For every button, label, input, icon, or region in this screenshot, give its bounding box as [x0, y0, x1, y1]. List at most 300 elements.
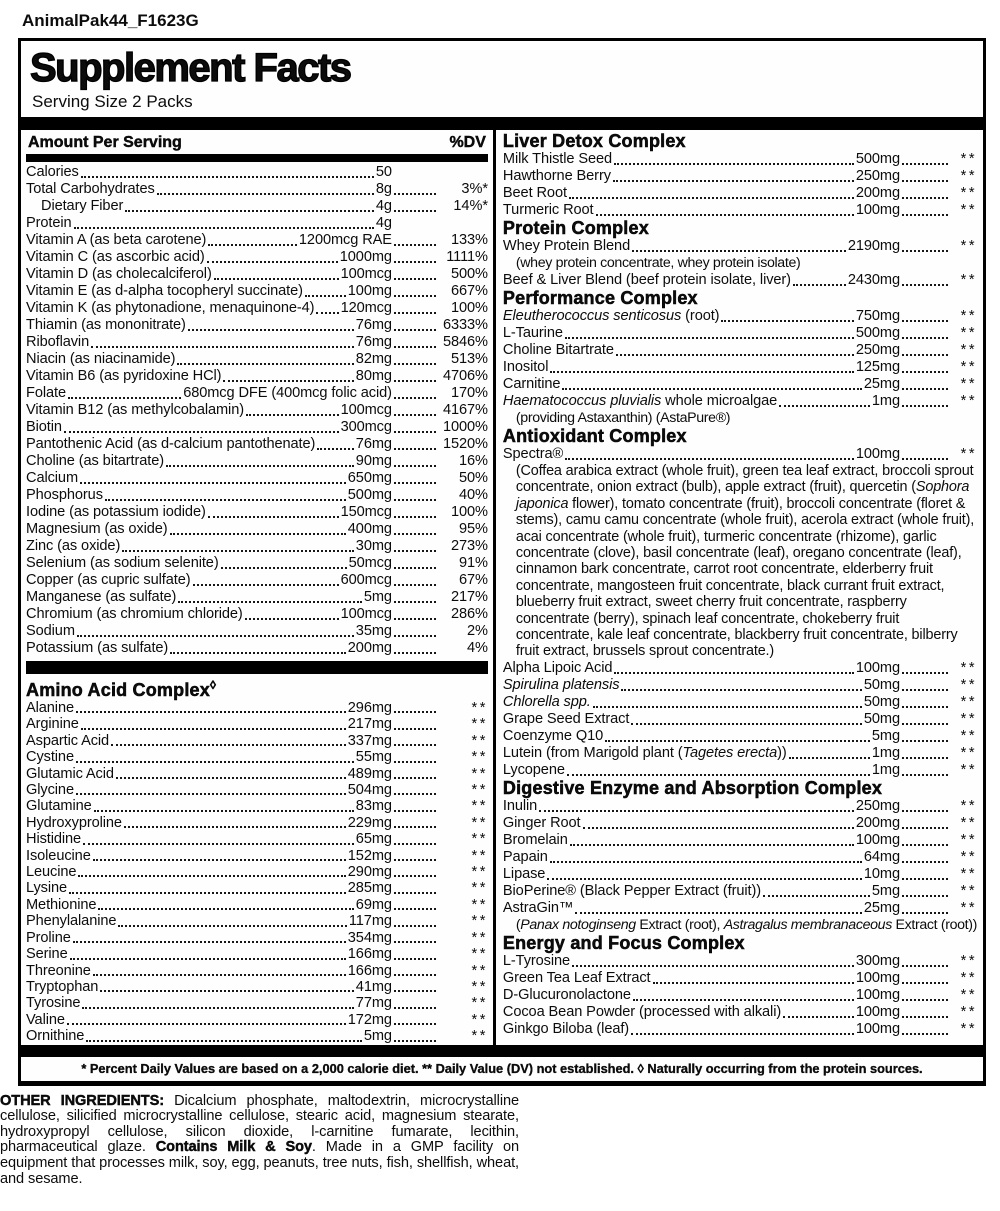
nutrient-dv: ** — [960, 659, 977, 676]
nutrient-amount: 120mcg — [340, 300, 392, 316]
dotted-leader — [245, 618, 339, 620]
dotted-leader — [793, 284, 846, 286]
nutrient-dv: ** — [471, 995, 488, 1012]
dotted-leader — [572, 965, 854, 967]
nutrient-amount: 100mg — [347, 283, 392, 299]
nutrient-amount: 1mg — [871, 761, 900, 778]
nutrient-row — [26, 351, 488, 368]
nutrient-dv: ** — [471, 1011, 488, 1028]
nutrient-dv: ** — [471, 864, 488, 881]
dotted-leader — [605, 740, 870, 742]
nutrient-name: Vitamin B6 (as pyridoxine HCl) — [26, 368, 222, 384]
nutrient-row — [26, 716, 488, 732]
nutrient-amount: 1mg — [871, 744, 900, 761]
nutrient-row — [503, 711, 977, 728]
nutrient-row — [26, 487, 488, 504]
nutrient-dv: ** — [471, 814, 488, 831]
nutrient-name: Riboflavin — [26, 334, 90, 350]
nutrient-row — [26, 700, 488, 716]
dotted-leader — [902, 163, 948, 165]
nutrient-name: Arginine — [26, 716, 79, 733]
nutrient-name: Inulin — [502, 797, 538, 814]
nutrient-row — [503, 694, 977, 711]
other-ingredients-paragraph — [0, 1094, 519, 1188]
nutrient-dv: ** — [960, 899, 977, 916]
nutrient-name: BioPerine® (Black Pepper Extract (fruit)) — [502, 882, 761, 899]
dotted-leader — [125, 210, 374, 212]
nutrient-amount: 500mg — [347, 487, 392, 503]
dotted-leader — [614, 163, 854, 165]
nutrient-row — [26, 402, 488, 419]
nutrient-name: Leucine — [26, 864, 77, 881]
nutrient-amount: 50mg — [863, 693, 900, 710]
dotted-leader — [394, 465, 436, 467]
nutrient-row — [503, 849, 977, 866]
dotted-leader — [394, 990, 436, 992]
nutrient-amount: 100mg — [855, 831, 900, 848]
dotted-leader — [779, 405, 870, 407]
nutrient-dv: 5846% — [442, 334, 488, 350]
main-nutrient-rows — [26, 164, 488, 657]
dotted-leader — [188, 329, 354, 331]
dotted-leader — [394, 892, 436, 894]
nutrient-amount: 100mg — [855, 659, 900, 676]
dotted-leader — [394, 295, 436, 297]
nutrient-dv: ** — [960, 952, 977, 969]
nutrient-row — [503, 832, 977, 849]
dotted-leader — [394, 567, 436, 569]
dotted-leader — [94, 810, 354, 812]
nutrient-amount: 65mg — [355, 831, 392, 848]
dotted-leader — [76, 761, 354, 763]
nutrient-row — [26, 589, 488, 606]
dotted-leader — [68, 397, 181, 399]
nutrient-dv: 513% — [450, 351, 488, 367]
nutrient-amount: 300mcg — [340, 419, 392, 435]
nutrient-name: Beet Root — [502, 185, 567, 201]
nutrient-dv: ** — [471, 765, 488, 782]
amount-per-serving-header: Amount Per Serving — [28, 134, 182, 151]
nutrient-row — [503, 798, 977, 815]
nutrient-row — [26, 385, 488, 402]
nutrient-dv: ** — [471, 1028, 488, 1045]
dotted-leader — [394, 810, 436, 812]
dotted-leader — [221, 567, 347, 569]
sub-ingredient-line: (whey protein concentrate, whey protein isolate) — [515, 255, 801, 271]
nutrient-row — [26, 232, 488, 249]
dotted-leader — [394, 711, 436, 713]
dotted-leader — [64, 431, 339, 433]
nutrient-amount: 504mg — [347, 782, 392, 799]
dotted-leader — [721, 320, 853, 322]
nutrient-name: Vitamin B12 (as methylcobalamin) — [26, 402, 244, 418]
dotted-leader — [394, 1040, 436, 1042]
nutrient-row — [503, 953, 977, 970]
nutrient-name: Choline Bitartrate — [502, 342, 614, 358]
dotted-leader — [394, 329, 436, 331]
nutrient-name: Sodium — [26, 623, 75, 639]
nutrient-row — [503, 1004, 977, 1021]
nutrient-row — [26, 946, 488, 962]
dotted-leader — [317, 448, 354, 450]
dotted-leader — [78, 875, 345, 877]
dotted-leader — [902, 405, 948, 407]
nutrient-row — [26, 782, 488, 798]
nutrient-dv: 3%* — [461, 181, 488, 197]
amino-acid-complex-header — [26, 676, 488, 700]
nutrient-row — [26, 470, 488, 487]
nutrient-amount: 200mg — [347, 640, 392, 656]
nutrient-amount: 100mg — [855, 1020, 900, 1037]
nutrient-amount: 1000mg — [339, 249, 392, 265]
nutrient-name: Glutamine — [26, 798, 92, 815]
nutrient-name: Choline (as bitartrate) — [26, 453, 165, 469]
nutrient-row — [26, 815, 488, 831]
nutrient-amount: 250mg — [855, 168, 900, 184]
dotted-leader — [305, 295, 346, 297]
nutrient-name: Coenzyme Q10 — [502, 727, 604, 744]
nutrient-dv: ** — [960, 831, 977, 848]
nutrient-amount: 100mg — [855, 202, 900, 218]
nutrient-dv: ** — [960, 185, 977, 201]
nutrient-row — [26, 897, 488, 913]
nutrient-name: Grape Seed Extract — [502, 710, 630, 727]
nutrient-row — [503, 1021, 977, 1038]
nutrient-amount: 2190mg — [847, 238, 900, 254]
nutrient-dv: ** — [960, 882, 977, 899]
dotted-leader — [763, 895, 870, 897]
nutrient-dv: 667% — [450, 283, 488, 299]
nutrient-amount: 150mcg — [340, 504, 392, 520]
dotted-leader — [394, 431, 436, 433]
dotted-leader — [550, 861, 862, 863]
nutrient-name: Serine — [26, 946, 68, 963]
nutrient-dv: ** — [471, 978, 488, 995]
dotted-leader — [170, 652, 346, 654]
nutrient-row — [503, 151, 977, 168]
nutrient-name: Glutamic Acid — [26, 765, 114, 782]
nutrient-dv: 91% — [458, 555, 488, 571]
nutrient-amount: 41mg — [355, 978, 392, 995]
dotted-leader — [223, 380, 353, 382]
nutrient-name: Carnitine — [502, 376, 561, 392]
nutrient-amount: 50mg — [863, 710, 900, 727]
dotted-leader — [902, 458, 948, 460]
nutrient-amount: 50mg — [863, 676, 900, 693]
dotted-leader — [575, 912, 862, 914]
text: . Made in a GMP facility on equipment that processes milk, soy, egg, peanuts, tree nuts, fish, shellfish, wheat, and sesame. — [0, 1139, 519, 1187]
dotted-leader — [394, 244, 436, 246]
dotted-leader — [93, 859, 346, 861]
nutrient-row — [26, 623, 488, 640]
nutrient-amount: 285mg — [347, 880, 392, 897]
text: ( — [515, 916, 521, 933]
nutrient-dv: ** — [471, 716, 488, 733]
nutrient-row — [26, 864, 488, 880]
nutrient-name: Manganese (as sulfate) — [26, 589, 177, 605]
dotted-leader — [394, 908, 436, 910]
nutrient-name: Niacin (as niacinamide) — [26, 351, 176, 367]
divider-bar-header — [26, 154, 488, 162]
dotted-leader — [394, 584, 436, 586]
nutrient-name: Tryptophan — [26, 978, 99, 995]
nutrient-dv: 2% — [467, 623, 488, 639]
nutrient-row — [26, 606, 488, 623]
nutrient-dv: 500% — [450, 266, 488, 282]
dotted-leader — [632, 250, 846, 252]
nutrient-dv: 133% — [450, 232, 488, 248]
dotted-leader — [316, 312, 338, 314]
dotted-leader — [394, 414, 436, 416]
dotted-leader — [567, 774, 870, 776]
nutrient-dv: 16% — [458, 453, 488, 469]
nutrient-dv: ** — [960, 168, 977, 184]
nutrient-dv: ** — [471, 732, 488, 749]
nutrient-amount: 1mg — [871, 393, 900, 409]
italic-text: Haematococcus pluvialis — [502, 393, 662, 409]
dotted-leader — [246, 414, 339, 416]
nutrient-row — [503, 745, 977, 762]
document-code: AnimalPak44_F1623G — [22, 11, 199, 30]
nutrient-dv: 1520% — [442, 436, 488, 452]
dotted-leader — [394, 482, 436, 484]
nutrient-row — [503, 393, 977, 410]
nutrient-name: Bromelain — [502, 831, 568, 848]
nutrient-name: Copper (as cupric sulfate) — [26, 572, 191, 588]
nutrient-dv: ** — [960, 202, 977, 218]
dotted-leader — [394, 210, 436, 212]
nutrient-amount: 650mg — [347, 470, 392, 486]
nutrient-row — [503, 660, 977, 677]
dotted-leader — [902, 965, 948, 967]
dotted-leader — [98, 908, 353, 910]
nutrient-dv: ** — [960, 151, 977, 167]
nutrient-dv: ** — [471, 929, 488, 946]
dotted-leader — [118, 925, 346, 927]
dotted-leader — [394, 550, 436, 552]
dotted-leader — [177, 363, 353, 365]
supplement-facts-title: Supplement Facts — [30, 46, 351, 90]
dotted-leader — [394, 843, 436, 845]
text: Dicalcium phosphate, maltodextrin, microcrystalline cellulose, silicified microcrystalline cellulose, stearic acid, magnesium stearate, hydroxypropyl cellulose, silicon dioxide, l-carnitine fumarate, lecithin, pharmaceutical glaze. — [0, 1092, 519, 1156]
nutrient-name: Glycine — [26, 782, 74, 799]
nutrient-name: Tyrosine — [26, 995, 81, 1012]
dotted-leader — [616, 354, 854, 356]
nutrient-dv: 217% — [450, 589, 488, 605]
dotted-leader — [902, 371, 948, 373]
nutrient-dv: 273% — [450, 538, 488, 554]
nutrient-name: Thiamin (as mononitrate) — [26, 317, 186, 333]
nutrient-name: Spectra® — [502, 446, 564, 462]
nutrient-dv: ** — [960, 727, 977, 744]
nutrient-amount: 400mg — [347, 521, 392, 537]
nutrient-name: Phosphorus — [26, 487, 103, 503]
dotted-leader — [76, 711, 346, 713]
nutrient-row — [26, 436, 488, 453]
amino-acid-complex-title: Amino Acid Complex — [26, 680, 210, 700]
nutrient-name: Vitamin A (as beta carotene) — [26, 232, 207, 248]
nutrient-amount: 5mg — [871, 727, 900, 744]
dotted-leader — [902, 706, 948, 708]
nutrient-dv: ** — [960, 969, 977, 986]
dotted-leader — [394, 601, 436, 603]
dotted-leader — [394, 1023, 436, 1025]
italic-text: Panax notoginseng — [520, 916, 636, 933]
right-column — [496, 130, 983, 1045]
nutrient-row — [26, 766, 488, 782]
nutrient-dv: ** — [960, 693, 977, 710]
dotted-leader — [394, 193, 436, 195]
nutrient-name: Hawthorne Berry — [502, 168, 611, 184]
dotted-leader — [596, 214, 854, 216]
dotted-leader — [67, 1023, 346, 1025]
nutrient-name: Alpha Lipoic Acid — [502, 659, 613, 676]
nutrient-dv: ** — [960, 814, 977, 831]
nutrient-row — [503, 185, 977, 202]
nutrient-amount: 76mg — [355, 436, 392, 452]
dotted-leader — [193, 584, 339, 586]
nutrient-dv: ** — [960, 865, 977, 882]
section-header: Antioxidant Complex — [502, 426, 687, 446]
text: Extract (root)) — [891, 916, 977, 933]
nutrient-row — [26, 930, 488, 946]
nutrient-name: Beef & Liver Blend (beef protein isolate, liver) — [502, 272, 791, 288]
nutrient-row — [503, 677, 977, 694]
nutrient-row — [26, 266, 488, 283]
dotted-leader — [653, 982, 854, 984]
nutrient-row — [503, 970, 977, 987]
bold-text: OTHER INGREDIENTS: — [0, 1092, 175, 1109]
nutrient-row — [26, 831, 488, 847]
dotted-leader — [394, 761, 436, 763]
nutrient-name: Isoleucine — [26, 847, 91, 864]
nutrient-amount: 100mg — [855, 986, 900, 1003]
nutrient-row — [503, 883, 977, 900]
dotted-leader — [208, 244, 297, 246]
nutrient-dv: 50% — [458, 470, 488, 486]
dotted-leader — [902, 337, 948, 339]
nutrient-row — [503, 308, 977, 325]
dotted-leader — [631, 723, 862, 725]
nutrient-row — [503, 762, 977, 779]
nutrient-name — [503, 745, 787, 762]
nutrient-amount: 83mg — [355, 798, 392, 815]
dotted-leader — [100, 990, 354, 992]
nutrient-row — [26, 572, 488, 589]
italic-text: Sophora japonica — [515, 479, 970, 512]
nutrient-dv: 4167% — [442, 402, 488, 418]
nutrient-amount: 69mg — [355, 896, 392, 913]
nutrient-row — [26, 640, 488, 657]
dotted-leader — [82, 1007, 353, 1009]
dotted-leader — [91, 346, 354, 348]
dotted-leader — [562, 388, 861, 390]
nutrient-amount: 90mg — [355, 453, 392, 469]
dotted-leader — [902, 999, 948, 1001]
nutrient-amount: 1200mcg RAE — [298, 232, 392, 248]
nutrient-amount: 77mg — [355, 995, 392, 1012]
dotted-leader — [394, 618, 436, 620]
dotted-leader — [394, 925, 436, 927]
nutrient-dv: 170% — [450, 385, 488, 401]
nutrient-amount: 250mg — [855, 342, 900, 358]
nutrient-amount: 5mg — [363, 1028, 392, 1045]
dotted-leader — [394, 533, 436, 535]
dotted-leader — [394, 744, 436, 746]
nutrient-name: Cocoa Bean Powder (processed with alkali) — [502, 1003, 782, 1020]
nutrient-name: Lysine — [26, 880, 68, 897]
nutrient-amount: 8g — [375, 181, 392, 197]
nutrient-name: Vitamin E (as d-alpha tocopheryl succinate) — [26, 283, 303, 299]
dotted-leader — [81, 176, 374, 178]
text: (Coffea arabica extract (whole fruit), green tea leaf extract, broccoli sprout concentrate, onion extract (bulb), apple extract (fruit), quercetin ( — [515, 463, 974, 496]
nutrient-amount: 117mg — [348, 913, 392, 930]
facts-columns — [21, 130, 983, 1045]
nutrient-name: Iodine (as potassium iodide) — [26, 504, 206, 520]
divider-bar-amino — [26, 661, 488, 674]
nutrient-name: L-Taurine — [502, 325, 563, 341]
section-header: Protein Complex — [502, 218, 649, 238]
nutrient-row — [503, 446, 977, 463]
nutrient-dv: ** — [471, 880, 488, 897]
dotted-leader — [902, 284, 948, 286]
dotted-leader — [394, 312, 436, 314]
nutrient-name: Methionine — [26, 896, 97, 913]
nutrient-name: Biotin — [26, 419, 62, 435]
italic-text: Spirulina platensis — [502, 676, 620, 693]
text: (root) — [681, 308, 720, 324]
section-header: Energy and Focus Complex — [502, 932, 745, 953]
nutrient-name: L-Tyrosine — [502, 952, 571, 969]
divider-bar-top — [21, 117, 983, 130]
text: flower), tomato concentrate (fruit), broccoli concentrate (floret & stems), camu camu concentrate (whole fruit), acerola extract (whole fruit), acai concentrate (whole fruit), turmeric concentrate (rhizome), garlic concentrate (clove), basil concentrate (leaf), oregano concentrate (leaf), cinnamon bark concentrate, carrot root concentrate, elderberry fruit concentrate, mangosteen fruit concentrate, black currant fruit extract, blueberry fruit extract, sweet cherry fruit concentrate, raspberry concentrate (berry), spinach leaf concentrate, chokeberry fruit concentrate, kale leaf concentrate, blackberry fruit concentrate, bilberry fruit extract, brussels sprout concentrate.) — [515, 495, 975, 660]
dotted-leader — [902, 861, 948, 863]
dotted-leader — [122, 550, 354, 552]
nutrient-dv: 1111% — [446, 249, 488, 265]
nutrient-dv: 40% — [458, 487, 488, 503]
dotted-leader — [783, 1016, 854, 1018]
nutrient-amount: 290mg — [347, 864, 392, 881]
text: Extract (root), — [635, 916, 724, 933]
nutrient-name: Whey Protein Blend — [502, 238, 631, 254]
italic-text: Chlorella spp. — [502, 693, 591, 710]
nutrient-amount: 25mg — [863, 376, 900, 392]
nutrient-dv: ** — [960, 761, 977, 778]
nutrient-amount: 125mg — [855, 359, 900, 375]
nutrient-row — [503, 987, 977, 1004]
dotted-leader — [394, 777, 436, 779]
dotted-leader — [633, 999, 854, 1001]
nutrient-row — [503, 272, 977, 289]
nutrient-name: Ginger Root — [502, 814, 581, 831]
dotted-leader — [124, 826, 346, 828]
sub-ingredient-line — [503, 917, 977, 934]
nutrient-dv: ** — [960, 359, 977, 375]
nutrient-name: Proline — [26, 929, 71, 946]
dotted-leader — [157, 193, 374, 195]
nutrient-name: Hydroxyproline — [26, 814, 122, 831]
nutrient-name: Phenylalanine — [26, 913, 117, 930]
nutrient-name: Magnesium (as oxide) — [26, 521, 168, 537]
nutrient-dv: 67% — [458, 572, 488, 588]
nutrient-row — [26, 283, 488, 300]
dotted-leader — [394, 728, 436, 730]
nutrient-name: Folate — [26, 385, 66, 401]
dotted-leader — [902, 878, 948, 880]
dotted-leader — [93, 974, 346, 976]
dotted-leader — [394, 652, 436, 654]
nutrient-row — [26, 963, 488, 979]
